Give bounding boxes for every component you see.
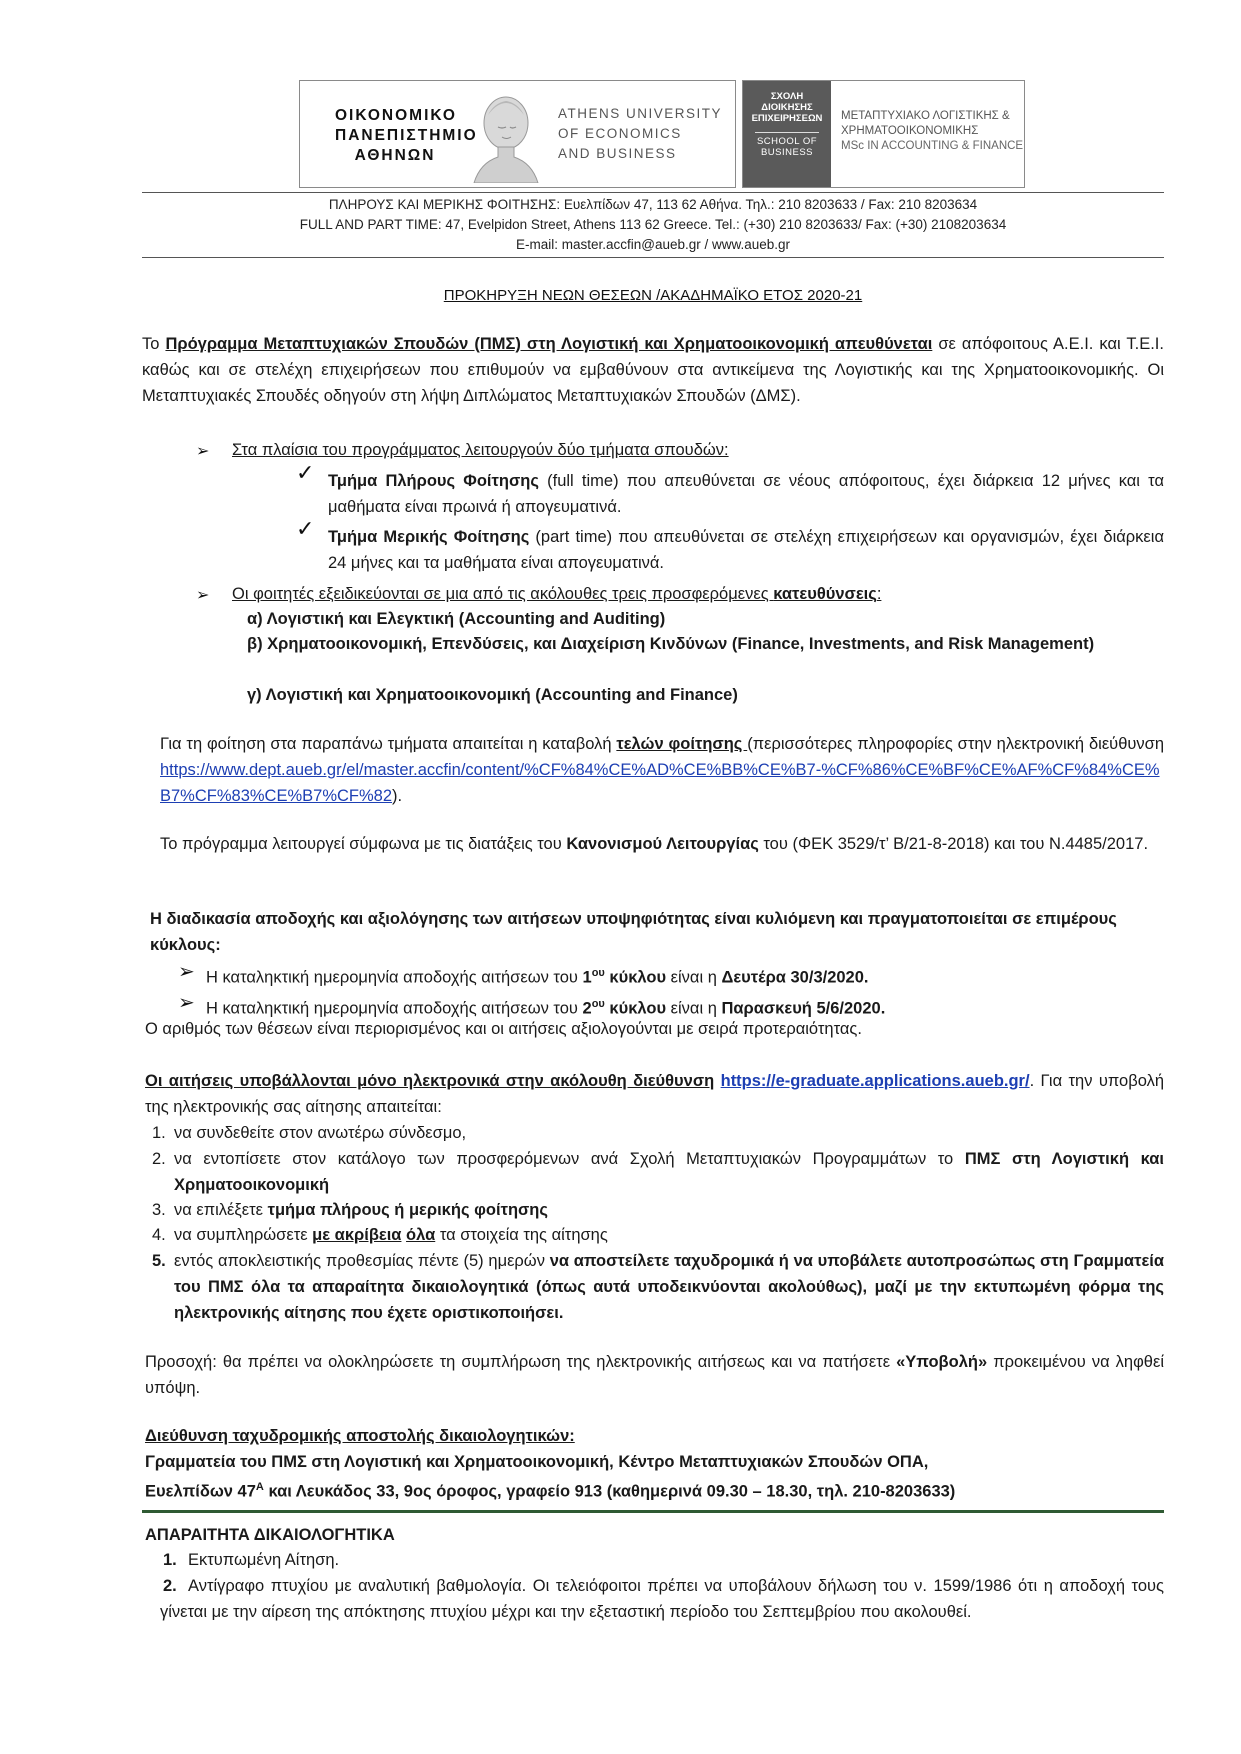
online-application-paragraph: Οι αιτήσεις υποβάλλονται μόνο ηλεκτρονικά στην ακόλουθη διεύθυνση https://e-graduate.applications.aueb.gr/. Για την υποβολή της ηλεκτρονικής σας αίτησης απαιτείται:: [145, 1072, 1165, 1116]
msc-logo: [742, 80, 1025, 188]
process-paragraph: Η διαδικασία αποδοχής και αξιολόγησης των αιτήσεων υποψηφιότητας είναι κυλιόμενη και πραγματοποιείται σε επιμέρους κύκλους:: [150, 910, 1117, 954]
specializations-lead: Οι φοιτητές εξειδικεύονται σε μια από τις ακόλουθες τρεις προσφερόμενες κατευθύνσεις:: [232, 585, 882, 603]
address-line-2: Ευελπίδων $47^A$ και Λευκάδος 33, 9ος όροφος, γραφείο 913 (καθημερινά 09.30 – 18.30, τηλ. 210-8203633): [145, 1481, 956, 1501]
regulation-paragraph: Το πρόγραμμα λειτουργεί σύμφωνα με τις διατάξεις του Κανονισμού Λειτουργίας του (ΦΕΚ 3529/τ’ Β/21-8-2018) και του Ν.4485/2017.: [160, 835, 1149, 853]
aueb-greek-name: ΟΙΚΟΝΟΜΙΚΟ ΠΑΝΕΠΙΣΤΗΜΙΟ ΑΘΗΝΩΝ: [335, 107, 478, 164]
required-item-1: Εκτυπωμένη Αίτηση.: [188, 1551, 340, 1569]
checkmark-icon: ✓: [296, 460, 315, 485]
full-time-section: Τμήμα Πλήρους Φοίτησης (full time) που απευθύνεται σε νέους απόφοιτους, έχει διάρκεια 12 μήνες και τα μαθήματα είναι πρωινά ή απογευματινά.: [328, 472, 1164, 516]
fees-link[interactable]: https://www.dept.aueb.gr/el/master.accfin/content/%CF%84%CE%AD%CE%BB%CE%B7-%CF%86%CE%BF%CE%AF%CF%84%CE%B7%CF%83%CE%B7%CF%82: [160, 761, 1160, 805]
required-docs-heading: ΑΠΑΡΑΙΤΗΤΑ ΔΙΚΑΙΟΛΟΓΗΤΙΚΑ: [145, 1526, 395, 1544]
required-item-2: Αντίγραφο πτυχίου με αναλυτική βαθμολογία. Οι τελειόφοιτοι πρέπει να υποβάλουν δήλωση του ν. 1599/1986 ότι η αποδοχή τους γίνεται με την αίρεση της απόκτησης πτυχίου μέχρι και την εξεταστική περίοδο του Σεπτεμβρίου που ακολουθεί.: [160, 1577, 1164, 1621]
msc-program-name: ΜΕΤΑΠΤΥΧΙΑΚΟ ΛΟΓΙΣΤΙΚΗΣ & ΧΡΗΜΑΤΟΟΙΚΟΝΟΜΙΚΗΣ MSc IN ACCOUNTING & FINANCE: [841, 110, 1024, 152]
contact-block: ΠΛΗΡΟΥΣ ΚΑΙ ΜΕΡΙΚΗΣ ΦΟΙΤΗΣΗΣ: Ευελπίδων 47, 113 62 Αθήνα. Τηλ.: 210 8203633 / Fax: 210 8203634 FULL AND PART TIME: 47, Evelpidon Street, Athens 113 62 Greece. Tel.: (+30) 210 8203633/ Fax: (+30) 2108203634 E-mail: master.accfin@aueb.gr / www.aueb.gr: [299, 197, 1007, 252]
fees-paragraph: Για τη φοίτηση στα παραπάνω τμήματα απαιτείται η καταβολή τελών φοίτησης (περισσότερες πληροφορίες στην ηλεκτρονική διεύθυνση https://www.dept.aueb.gr/el/master.accfin/content/%CF%84%CE%AD%CE%BB%CE%B7-%CF%86%CE%BF%CE%AF%CF%84%CE%B7%CF%83%CE%B7%CF%82).: [160, 735, 1165, 805]
aueb-logo: [299, 80, 736, 188]
e-graduate-link[interactable]: https://e-graduate.applications.aueb.gr/: [720, 1072, 1030, 1090]
hermes-bust-icon: [458, 87, 554, 183]
badge-divider: [755, 132, 819, 133]
checkmark-icon: ✓: [296, 516, 315, 541]
arrow-bullet-icon: ➢: [178, 961, 195, 983]
attention-paragraph: Προσοχή: θα πρέπει να ολοκληρώσετε τη συμπλήρωση της ηλεκτρονικής αιτήσεως και να πατήσετε «Υποβολή» προκειμένου να ληφθεί υπόψη.: [145, 1353, 1164, 1397]
section-divider: [142, 1510, 1164, 1513]
step-3: να επιλέξετε τμήμα πλήρους ή μερικής φοίτησης: [174, 1201, 548, 1219]
specialization-a: α) Λογιστική και Ελεγκτική (Accounting and Auditing): [247, 610, 666, 628]
header-bottom-rule: [142, 257, 1164, 258]
step-5: εντός αποκλειστικής προθεσμίας πέντε (5) ημερών να αποστείλετε ταχυδρομικά ή να υποβάλετε αυτοπροσώπως στη Γραμματεία του ΠΜΣ όλα τα απαραίτητα δικαιολογητικά (όπως αυτά υποδεικνύονται ακολούθως), μαζί με την εκτυπωμένη φόρμα της ηλεκτρονικής αίτησης που έχετε οριστικοποιήσει.: [174, 1252, 1164, 1322]
arrow-bullet-icon: ➢: [178, 992, 195, 1014]
aueb-english-name: ATHENS UNIVERSITY OF ECONOMICS AND BUSINESS: [558, 106, 723, 161]
specialization-b: β) Χρηματοοικονομική, Επενδύσεις, και Διαχείριση Κινδύνων (Finance, Investments, and Risk Management): [247, 635, 1095, 653]
step-2: να εντοπίσετε στον κατάλογο των προσφερόμενων ανά Σχολή Μεταπτυχιακών Προγραμμάτων το ΠΜΣ στη Λογιστική και Χρηματοοικονομική: [174, 1150, 1164, 1194]
document-page: ΟΙΚΟΝΟΜΙΚΟ ΠΑΝΕΠΙΣΤΗΜΙΟ ΑΘΗΝΩΝ ATHENS UNIVERSITY OF ECONOMICS AND BUSINESS ΣΧΟΛΗ ΔΙΟΙΚΗΣΗΣ ΕΠΙΧΕΙΡΗΣΕΩΝ SCHOOL OF BUSINESS ΜΕΤΑΠΤΥΧΙΑΚΟ ΛΟΓΙΣΤΙΚΗΣ & ΧΡΗΜΑΤΟΟΙΚΟΝΟΜΙΚΗΣ MSc IN ACCOUNTING & FINANCE ΠΛΗΡΟΥΣ ΚΑΙ ΜΕΡΙΚΗΣ ΦΟΙΤΗΣΗΣ: Ευελπίδων 47, 113 62 Αθήνα. Τηλ.: 210 8203633 / Fax: 210 8203634 FULL AND PART TIME: 47, Evelpidon Street, Athens 113 62 Greece. Tel.: (+30) 210 8203633/ Fax: (+30) 2108203634 E-mail: master.accfin@aueb.gr / www.aueb.gr ΠΡΟΚΗΡΥΞΗ ΝΕΩΝ ΘΕΣΕΩΝ /ΑΚΑΔΗΜΑΪΚΟ ΕΤΟΣ 2020-21 Το Πρόγραμμα Μεταπτυχιακών Σπουδών (ΠΜΣ) στη Λογιστική και Χρηματοοικονομική απευθύνεται σε απόφοιτους Α.Ε.Ι. και Τ.Ε.Ι. καθώς και σε στελέχη επιχειρήσεων που επιθυμούν να εμβαθύνουν στα αντικείμενα της Λογιστικής και της Χρηματοοικονομικής. Οι Μεταπτυχιακές Σπουδές οδηγούν στη λήψη Διπλώματος Μεταπτυχιακών Σπουδών (ΔΜΣ). ➢ Στα πλαίσια του προγράμματος λειτουργούν δύο τμήματα σπουδών: ✓ Τμήμα Πλήρους Φοίτησης (full time) που απευθύνεται σε νέους απόφοιτους, έχει διάρκεια 12 μήνες και τα μαθήματα είναι πρωινά ή απογευματινά. ✓ Τμήμα Μερικής Φοίτησης (part time) που απευθύνεται σε στελέχη επιχειρήσεων και οργανισμών, έχει διάρκεια 24 μήνες και τα μαθήματα είναι απογευματινά. ➢ Οι φοιτητές εξειδικεύονται σε μια από τις ακόλουθες τρεις προσφερόμενες κατευθύνσεις: α) Λογιστική και Ελεγκτική (Accounting and Auditing) β) Χρηματοοικονομική, Επενδύσεις, και Διαχείριση Κινδύνων (Finance, Investments, and Risk Management) γ) Λογιστική και Χρηματοοικονομική (Accounting and Finance) Για τη φοίτηση στα παραπάνω τμήματα απαιτείται η καταβολή τελών φοίτησης (περισσότερες πληροφορίες στην ηλεκτρονική διεύθυνση https://www.dept.aueb.gr/el/master.accfin/content/%CF%84%CE%AD%CE%BB%CE%B7-%CF%86%CE%BF%CE%AF%CF%84%CE%B7%CF%83%CE%B7%CF%82). Το πρόγραμμα λειτουργεί σύμφωνα με τις διατάξεις του Κανονισμού Λειτουργίας του (ΦΕΚ 3529/τ’ Β/21-8-2018) και του Ν.4485/2017. Η διαδικασία αποδοχής και αξιολόγησης των αιτήσεων υποψηφιότητας είναι κυλιόμενη και πραγματοποιείται σε επιμέρους κύκλους: ➢ Η καταληκτική ημερομηνία αποδοχής αιτήσεων του $1^{o\upsilon}$ κύκλου είναι η Δευτέρα 30/3/2020. ➢ Η καταληκτική ημερομηνία αποδοχής αιτήσεων του $2^{o\upsilon}$ κύκλου είναι η Παρασκευή 5/6/2020. Ο αριθμός των θέσεων είναι περιορισμένος και οι αιτήσεις αξιολογούνται με σειρά προτεραιότητας. Οι αιτήσεις υποβάλλονται μόνο ηλεκτρονικά στην ακόλουθη διεύθυνση https://e-graduate.applications.aueb.gr/. Για την υποβολή της ηλεκτρονικής σας αίτησης απαιτείται: 1. να συνδεθείτε στον ανωτέρω σύνδεσμο, 2. να εντοπίσετε στον κατάλογο των προσφερόμενων ανά Σχολή Μεταπτυχιακών Προγραμμάτων το ΠΜΣ στη Λογιστική και Χρηματοοικονομική 3. να επιλέξετε τμήμα πλήρους ή μερικής φοίτησης 4. να συμπληρώσετε με ακρίβεια όλα τα στοιχεία της αίτησης 5. εντός αποκλειστικής προθεσμίας πέντε (5) ημερών να αποστείλετε ταχυδρομικά ή να υποβάλετε αυτοπροσώπως στη Γραμματεία του ΠΜΣ όλα τα απαραίτητα δικαιολογητικά (όπως αυτά υποδεικνύονται ακολούθως), μαζί με την εκτυπωμένη φόρμα της ηλεκτρονικής αίτησης που έχετε οριστικοποιήσει. Προσοχή: θα πρέπει να ολοκληρώσετε τη συμπλήρωση της ηλεκτρονικής αιτήσεως και να πατήσετε «Υποβολή» προκειμένου να ληφθεί υπόψη. Διεύθυνση ταχυδρομικής αποστολής δικαιολογητικών: Γραμματεία του ΠΜΣ στη Λογιστική και Χρηματοοικονομική, Κέντρο Μεταπτυχιακών Σπουδών ΟΠΑ, Ευελπίδων $47^A$ και Λευκάδος 33, 9ος όροφος, γραφείο 913 (καθημερινά 09.30 – 18.30, τηλ. 210-8203633) ΑΠΑΡΑΙΤΗΤΑ ΔΙΚΑΙΟΛΟΓΗΤΙΚΑ 1. Εκτυπωμένη Αίτηση. 2. Αντίγραφο πτυχίου με αναλυτική βαθμολογία. Οι τελειόφοιτοι πρέπει να υποβάλουν δήλωση του ν. 1599/1986 ότι η αποδοχή τους γίνεται με την αίρεση της απόκτησης πτυχίου μέχρι και την εξεταστική περίοδο του Σεπτεμβρίου που ακολουθεί.: [0, 0, 1241, 1754]
address-line-1: Γραμματεία του ΠΜΣ στη Λογιστική και Χρηματοοικονομική, Κέντρο Μεταπτυχιακών Σπουδών ΟΠΑ,: [145, 1453, 929, 1471]
cycle-2-deadline: Η καταληκτική ημερομηνία αποδοχής αιτήσεων του $2^{o\upsilon}$ κύκλου είναι η Παρασκευή 5/6/2020.: [206, 998, 886, 1018]
cycle-1-deadline: Η καταληκτική ημερομηνία αποδοχής αιτήσεων του $1^{o\upsilon}$ κύκλου είναι η Δευτέρα 30/3/2020.: [206, 967, 869, 987]
specialization-c: γ) Λογιστική και Χρηματοοικονομική (Accounting and Finance): [247, 686, 738, 704]
address-heading: Διεύθυνση ταχυδρομικής αποστολής δικαιολογητικών:: [145, 1427, 575, 1445]
arrow-bullet-icon: ➢: [196, 587, 210, 604]
arrow-bullet-icon: ➢: [196, 443, 210, 460]
intro-paragraph: Το Πρόγραμμα Μεταπτυχιακών Σπουδών (ΠΜΣ) στη Λογιστική και Χρηματοοικονομική απευθύνεται σε απόφοιτους Α.Ε.Ι. και Τ.Ε.Ι. καθώς και σε στελέχη επιχειρήσεων που επιθυμούν να εμβαθύνουν στα αντικείμενα της Λογιστικής και της Χρηματοοικονομικής. Οι Μεταπτυχιακές Σπουδές οδηγούν στη λήψη Διπλώματος Μεταπτυχιακών Σπουδών (ΔΜΣ).: [142, 335, 1164, 405]
header-top-rule: [142, 192, 1164, 193]
page-title: ΠΡΟΚΗΡΥΞΗ ΝΕΩΝ ΘΕΣΕΩΝ /ΑΚΑΔΗΜΑΪΚΟ ΕΤΟΣ 2020-21: [443, 287, 863, 304]
limited-positions-note: Ο αριθμός των θέσεων είναι περιορισμένος και οι αιτήσεις αξιολογούνται με σειρά προτεραιότητας.: [145, 1020, 862, 1038]
step-4: να συμπληρώσετε με ακρίβεια όλα τα στοιχεία της αίτησης: [174, 1226, 608, 1244]
school-of-business-badge: ΣΧΟΛΗ ΔΙΟΙΚΗΣΗΣ ΕΠΙΧΕΙΡΗΣΕΩΝ SCHOOL OF BUSINESS: [743, 81, 831, 187]
sections-heading: Στα πλαίσια του προγράμματος λειτουργούν δύο τμήματα σπουδών:: [232, 441, 729, 459]
step-1: να συνδεθείτε στον ανωτέρω σύνδεσμο,: [174, 1124, 467, 1142]
part-time-section: Τμήμα Μερικής Φοίτησης (part time) που απευθύνεται σε στελέχη επιχειρήσεων και οργανισμών, έχει διάρκεια 24 μήνες και τα μαθήματα είναι απογευματινά.: [328, 528, 1164, 572]
